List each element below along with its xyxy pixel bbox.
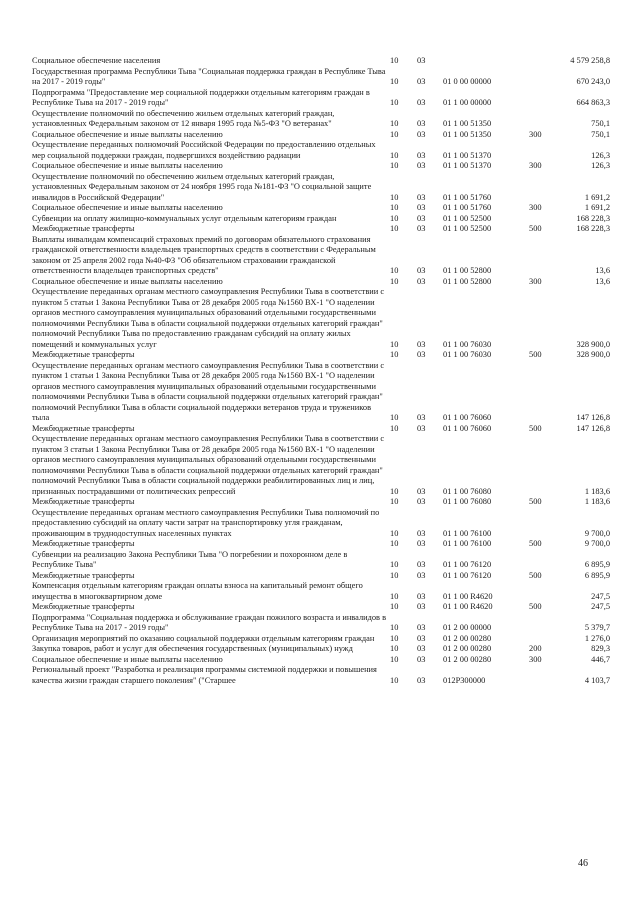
row-subsection: 03 [417, 119, 426, 128]
table-row [32, 634, 610, 645]
row-name: Социальное обеспечение и иные выплаты населению [32, 203, 223, 212]
table-row [32, 602, 610, 613]
table-row [32, 539, 610, 550]
row-section: 10 [390, 539, 399, 548]
row-name: Межбюджетные трансферты [32, 539, 135, 548]
row-amount: 9 700,0 [584, 528, 610, 538]
table-row [32, 550, 610, 571]
row-name: Социальное обеспечение населения [32, 56, 161, 65]
row-expense-type: 500 [529, 224, 542, 233]
row-amount: 6 895,9 [584, 570, 610, 580]
row-name: Осуществление переданных органам местного самоуправления Республики Тыва в соответствии с пунктом 5 статьи 1 Закона Республики Тыва от 28 декабря 2005 года №1560 ВХ-1 "О наделении органов местного самоуправления муниципальных образований отдельными государственными полномочиями Республики Тыва в области социальной поддержки отдельных категорий граждан" полномочий Республики Тыва по предоставлению гражданам субсидий на оплату жилых помещений и коммунальных услуг [32, 287, 385, 349]
row-name: Социальное обеспечение и иные выплаты населению [32, 161, 223, 170]
row-name: Подпрограмма "Социальная поддержка и обслуживание граждан пожилого возраста и инвалидов в Республике Тыва на 2017 - 2019 годы" [32, 612, 387, 632]
row-expense-type [529, 287, 563, 350]
row-amount: 4 103,7 [584, 675, 610, 685]
row-name: Межбюджетные трансферты [32, 350, 135, 359]
row-amount: 670 243,0 [576, 77, 610, 86]
row-target-article: 01 1 00 76080 [443, 486, 492, 496]
row-amount: 750,1 [591, 119, 610, 128]
row-name: Региональный проект "Разработка и реализация программы системной поддержки и повышения качества жизни граждан старшего поколения" ("Старшее [32, 665, 377, 685]
row-expense-type [529, 665, 563, 686]
row-expense-type [529, 214, 563, 225]
row-subsection: 03 [417, 224, 426, 233]
row-expense-type [529, 56, 563, 67]
table-row [32, 655, 610, 666]
row-expense-type [529, 550, 563, 571]
row-expense-type [529, 581, 563, 602]
row-subsection: 03 [417, 266, 426, 275]
row-target-article: 01 1 00 51370 [443, 161, 492, 170]
row-subsection: 03 [417, 528, 426, 538]
table-row [32, 287, 610, 350]
table-row [32, 161, 610, 172]
row-section: 10 [390, 570, 399, 580]
row-subsection: 03 [417, 539, 426, 548]
row-subsection: 03 [417, 77, 426, 86]
row-name: Организация мероприятий по оказанию социальной поддержки отдельным категориям граждан [32, 633, 375, 643]
row-subsection: 03 [417, 633, 426, 643]
row-subsection: 03 [417, 654, 426, 664]
row-name: Социальное обеспечение и иные выплаты населению [32, 129, 223, 139]
row-target-article: 01 2 00 00280 [443, 633, 492, 643]
row-amount: 664 863,3 [576, 98, 610, 107]
row-target-article: 01 1 00 76060 [443, 423, 492, 433]
row-section: 10 [390, 350, 399, 359]
row-section: 10 [390, 644, 399, 653]
row-target-article: 01 1 00 52800 [443, 266, 492, 275]
row-target-article: 01 1 00 76030 [443, 350, 492, 359]
row-target-article: 01 1 00 R4620 [443, 591, 493, 601]
row-name: Субвенции на реализацию Закона Республики Тыва "О погребении и похоронном деле в Республике Тыва" [32, 549, 348, 569]
row-section: 10 [390, 213, 399, 223]
row-expense-type [529, 508, 563, 540]
table-row [32, 350, 610, 361]
row-amount: 147 126,8 [576, 423, 610, 433]
row-name: Подпрограмма "Предоставление мер социальной поддержки отдельным категориям граждан в Республике Тыва на 2017 - 2019 годы" [32, 87, 370, 107]
row-subsection: 03 [417, 413, 426, 422]
row-target-article: 01 1 00 76120 [443, 570, 492, 580]
table-row [32, 224, 610, 235]
row-expense-type [529, 109, 563, 130]
row-section: 10 [390, 224, 399, 233]
table-row [32, 130, 610, 141]
table-row [32, 277, 610, 288]
row-name: Социальное обеспечение и иные выплаты населению [32, 654, 223, 664]
table-row [32, 361, 610, 424]
table-row [32, 434, 610, 497]
row-target-article: 01 1 00 52500 [443, 224, 492, 233]
row-target-article: 01 1 00 52500 [443, 213, 492, 223]
row-section: 10 [390, 150, 399, 160]
row-section: 10 [390, 602, 399, 611]
row-name: Осуществление полномочий по обеспечению жильем отдельных категорий граждан, установленных Федеральным законом от 24 ноября 1995 года №181-ФЗ "О социальной защите инвалидов в Российской Федерации" [32, 171, 372, 202]
row-subsection: 03 [417, 276, 426, 286]
row-target-article [443, 56, 529, 67]
row-name: Осуществление переданных полномочий Российской Федерации по предоставлению отдельных мер социальной поддержки граждан, подвергшихся воздействию радиации [32, 140, 376, 160]
row-amount: 1 183,6 [584, 497, 610, 506]
row-expense-type [529, 172, 563, 204]
row-name: Субвенции на оплату жилищно-коммунальных услуг отдельным категориям граждан [32, 213, 337, 223]
row-target-article: 01 1 00 76100 [443, 539, 492, 548]
table-row [32, 172, 610, 204]
row-name: Государственная программа Республики Тыва "Социальная поддержка граждан в Республике Тыва на 2017 - 2019 годы" [32, 66, 386, 86]
table-row [32, 644, 610, 655]
table-row [32, 613, 610, 634]
row-amount: 168 228,3 [576, 213, 610, 223]
row-section: 10 [390, 413, 399, 422]
row-name: Межбюджетные трансферты [32, 423, 135, 433]
row-subsection: 03 [417, 486, 426, 496]
row-name: Осуществление переданных органам местного самоуправления Республики Тыва в соответствии с пунктом 3 статьи 1 Закона Республики Тыва от 28 декабря 2005 года №1560 ВХ-1 "О наделении органов местного самоуправления муниципальных образований отдельными государственными полномочиями Республики Тыва в области социальной поддержки отдельных категорий граждан" полномочий Республики Тыва в области социальной поддержки реабилитированных лиц и лиц, признанных пострадавшими от политических репрессий [32, 434, 385, 496]
row-expense-type: 500 [529, 539, 542, 548]
row-expense-type [529, 434, 563, 497]
row-expense-type [529, 140, 563, 161]
row-expense-type [529, 613, 563, 634]
table-row [32, 88, 610, 109]
row-expense-type [529, 67, 563, 88]
row-target-article: 01 2 00 00280 [443, 644, 492, 653]
row-section: 10 [390, 129, 399, 139]
table-row [32, 581, 610, 602]
row-subsection: 03 [417, 98, 426, 107]
row-target-article: 01 1 00 76100 [443, 528, 492, 538]
row-section: 10 [390, 560, 399, 569]
row-target-article: 01 1 00 76080 [443, 497, 492, 506]
row-section: 10 [390, 654, 399, 664]
row-expense-type: 200 [529, 644, 542, 653]
row-target-article: 01 1 00 R4620 [443, 602, 493, 611]
row-amount: 328 900,0 [576, 350, 610, 359]
row-target-article: 012P300000 [443, 675, 486, 685]
row-expense-type: 300 [529, 161, 542, 170]
row-amount: 1 276,0 [584, 633, 610, 643]
row-amount: 1 691,2 [584, 192, 610, 202]
row-amount: 4 579 258,8 [570, 56, 610, 65]
row-subsection: 03 [417, 203, 426, 212]
row-section: 10 [390, 77, 399, 86]
row-target-article: 01 1 00 51370 [443, 150, 492, 160]
row-amount: 247,5 [591, 591, 610, 601]
row-expense-type [529, 634, 563, 645]
row-amount: 1 691,2 [584, 203, 610, 212]
row-subsection: 03 [417, 129, 426, 139]
page-number: 46 [578, 858, 588, 869]
table-row [32, 424, 610, 435]
row-expense-type: 500 [529, 423, 542, 433]
row-target-article: 01 1 00 76030 [443, 339, 492, 349]
row-amount: 829,3 [591, 644, 610, 653]
table-row [32, 571, 610, 582]
row-section: 10 [390, 339, 399, 349]
row-name: Компенсация отдельным категориям граждан оплаты взноса на капитальный ремонт общего имущества в многоквартирном доме [32, 581, 363, 601]
row-target-article: 01 1 00 52800 [443, 276, 492, 286]
row-target-article: 01 0 00 00000 [443, 77, 492, 86]
row-target-article: 01 1 00 51350 [443, 119, 492, 128]
row-subsection: 03 [417, 150, 426, 160]
table-row [32, 109, 610, 130]
budget-table-body [32, 56, 610, 686]
row-name: Осуществление переданных органам местного самоуправления Республики Тыва в соответствии с пунктом 1 статьи 1 Закона Республики Тыва от 28 декабря 2005 года №1560 ВХ-1 "О наделении органов местного самоуправления муниципальных образований отдельными государственными полномочиями Республики Тыва в области социальной поддержки отдельных категорий граждан" полномочий Республики Тыва в области социальной поддержки ветеранов труда и тружеников тыла [32, 360, 385, 422]
row-subsection: 03 [417, 192, 426, 202]
row-subsection: 03 [417, 213, 426, 223]
row-subsection: 03 [417, 623, 426, 632]
row-subsection: 03 [417, 591, 426, 601]
row-amount: 9 700,0 [584, 539, 610, 548]
row-amount: 328 900,0 [576, 339, 610, 349]
row-section: 10 [390, 203, 399, 212]
row-subsection: 03 [417, 644, 426, 653]
row-name: Осуществление полномочий по обеспечению жильем отдельных категорий граждан, установленных Федеральным законом от 12 января 1995 года №5-ФЗ "О ветеранах" [32, 108, 335, 128]
row-expense-type: 300 [529, 129, 542, 139]
row-target-article: 01 1 00 51760 [443, 192, 492, 202]
row-amount: 13,6 [595, 266, 610, 275]
row-name: Межбюджетные трансферты [32, 602, 135, 611]
row-expense-type: 300 [529, 276, 542, 286]
row-amount: 126,3 [591, 161, 610, 170]
row-name: Межбюджетные трансферты [32, 497, 135, 506]
row-subsection: 03 [417, 350, 426, 359]
row-expense-type: 500 [529, 570, 542, 580]
row-expense-type: 500 [529, 497, 542, 506]
table-row [32, 67, 610, 88]
row-expense-type: 500 [529, 350, 542, 359]
budget-table [32, 56, 610, 686]
row-subsection: 03 [417, 560, 426, 569]
row-section: 10 [390, 266, 399, 275]
row-section: 10 [390, 192, 399, 202]
table-row [32, 214, 610, 225]
row-section: 10 [390, 56, 399, 65]
row-expense-type: 300 [529, 203, 542, 212]
row-target-article: 01 2 00 00000 [443, 623, 492, 632]
row-section: 10 [390, 423, 399, 433]
row-amount: 147 126,8 [576, 413, 610, 422]
row-amount: 446,7 [591, 654, 610, 664]
row-section: 10 [390, 633, 399, 643]
row-target-article: 01 1 00 76120 [443, 560, 492, 569]
row-subsection: 03 [417, 423, 426, 433]
row-section: 10 [390, 497, 399, 506]
row-subsection: 03 [417, 570, 426, 580]
table-row [32, 140, 610, 161]
row-amount: 13,6 [595, 276, 610, 286]
row-name: Закупка товаров, работ и услуг для обеспечения государственных (муниципальных) нужд [32, 644, 353, 653]
row-section: 10 [390, 623, 399, 632]
row-amount: 6 895,9 [584, 560, 610, 569]
row-subsection: 03 [417, 602, 426, 611]
row-section: 10 [390, 486, 399, 496]
row-target-article: 01 1 00 76060 [443, 413, 492, 422]
row-expense-type [529, 235, 563, 277]
row-section: 10 [390, 161, 399, 170]
row-amount: 247,5 [591, 602, 610, 611]
row-target-article: 01 2 00 00280 [443, 654, 492, 664]
row-section: 10 [390, 276, 399, 286]
row-section: 10 [390, 98, 399, 107]
row-subsection: 03 [417, 56, 426, 65]
table-row [32, 665, 610, 686]
row-section: 10 [390, 675, 399, 685]
row-section: 10 [390, 591, 399, 601]
row-name: Межбюджетные трансферты [32, 570, 135, 580]
row-name: Социальное обеспечение и иные выплаты населению [32, 276, 223, 286]
row-subsection: 03 [417, 161, 426, 170]
row-section: 10 [390, 528, 399, 538]
row-section: 10 [390, 119, 399, 128]
row-subsection: 03 [417, 497, 426, 506]
row-expense-type [529, 361, 563, 424]
row-name: Межбюджетные трансферты [32, 224, 135, 233]
row-name: Осуществление переданных органам местного самоуправления Республики Тыва полномочий по предоставлению субсидий на оплату части затрат на транспортировку угля гражданам, проживающим в труднодоступных населенных пунктах [32, 507, 380, 538]
table-row [32, 56, 610, 67]
table-row [32, 508, 610, 540]
row-expense-type [529, 88, 563, 109]
row-subsection: 03 [417, 675, 426, 685]
row-target-article: 01 1 00 51760 [443, 203, 492, 212]
table-row [32, 235, 610, 277]
row-expense-type: 500 [529, 602, 542, 611]
row-target-article: 01 1 00 00000 [443, 98, 492, 107]
row-amount: 1 183,6 [584, 486, 610, 496]
row-target-article: 01 1 00 51350 [443, 129, 492, 139]
row-amount: 126,3 [591, 150, 610, 160]
row-expense-type: 300 [529, 654, 542, 664]
row-subsection: 03 [417, 339, 426, 349]
table-row [32, 497, 610, 508]
row-name: Выплаты инвалидам компенсаций страховых премий по договорам обязательного страхования гражданской ответственности владельцев транспортных средств в соответствии с Федеральным законом от 25 апреля 2002 года №40-ФЗ "Об обязательном страховании гражданской ответственности владельцев транспортных средств" [32, 234, 376, 275]
row-amount: 168 228,3 [576, 224, 610, 233]
row-amount: 750,1 [591, 129, 610, 139]
table-row [32, 203, 610, 214]
row-amount: 5 379,7 [584, 623, 610, 632]
